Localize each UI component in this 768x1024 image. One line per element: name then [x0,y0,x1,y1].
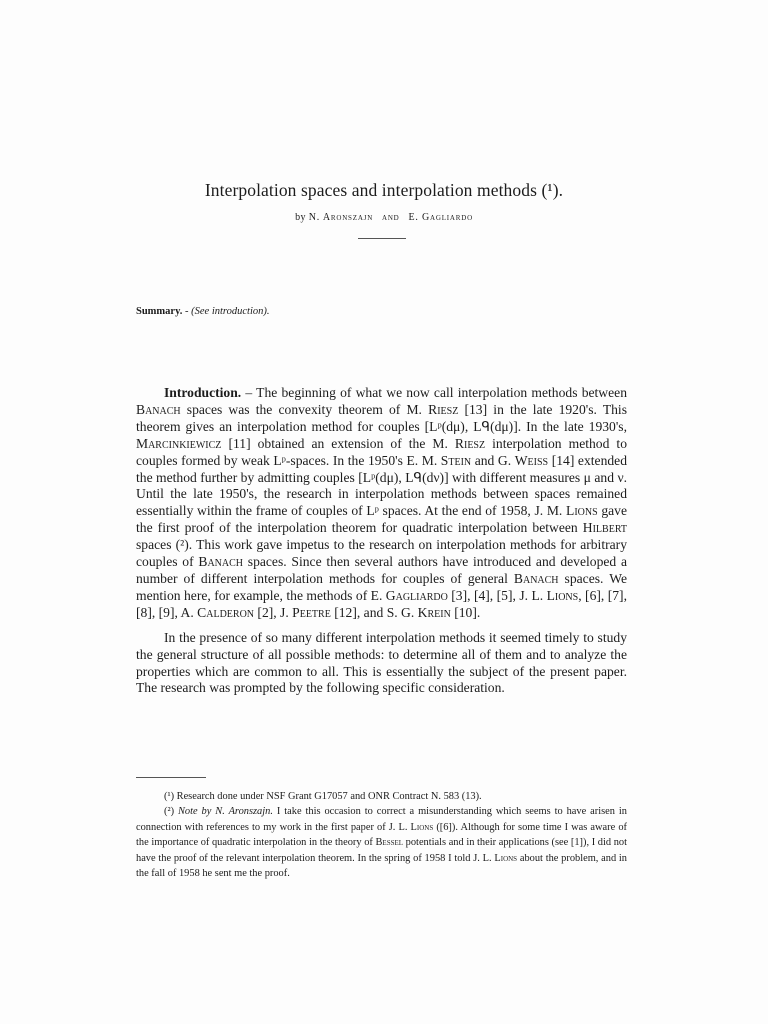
text-run: [11] obtained an extension of the M. [221,435,455,451]
text-run: spaces was the convexity theorem of M. [180,401,429,417]
text-run: ([6]). Although for some time I was aware of the importance of quadratic interpolation in the theory of [136,821,627,849]
name-smallcaps: Calderon [197,604,255,620]
text-run: , [6], [7], [8], [9], A. [136,587,627,620]
text-run: [12], and S. G. [330,604,418,620]
name-smallcaps: Riesz [428,401,459,417]
text-run: spaces (²). This work gave impetus to the research on interpolation methods for arbitrary couples of [136,537,627,570]
text-run: spaces. We mention here, for example, the methods of E. [136,570,627,603]
intro-paragraph-1 [136,385,627,622]
name-smallcaps: Stein [440,452,472,468]
text-run: potentials and in their applications (see [1]), I did not have the proof of the relevant interpolation theorem. In the spring of 1958 I told J. L. [136,837,627,864]
intro-paragraph-2: In the presence of so many different interpolation methods it seemed timely to study the general structure of all possible methods: to determine all of them and to analyze the properties which are common to all. This is essentially the subject of the present paper. The research was prompted by the following specific consideration. [136,629,627,696]
author-name: E. Gagliardo [408,212,473,223]
footnotes-section [136,789,627,881]
text-run: – The beginning of what we now call interpolation methods between [241,385,627,400]
name-smallcaps: Riesz [454,435,486,451]
author-byline [0,212,768,223]
text-run: and G. [471,452,515,468]
name-smallcaps: Banach [198,554,244,570]
text-run: [13] in the late 1920's. This theorem gives an interpolation method for couples [Lᵖ(dμ), Lᑫ(dμ)]. In the late 1930's, [136,401,627,434]
text-run: [14] extended the method further by admitting couples [Lᵖ(dμ), Lᑫ(dν)] with different measures μ and ν. Until the late 1950's, the research in interpolation methods between spaces remained essentially within the frame of couples of Lᵖ spaces. At the end of 1958, J. M. [136,452,627,519]
summary-text: (See introduction). [191,306,270,317]
name-smallcaps: Bessel [375,837,404,849]
text-run: [2], J. [254,604,293,620]
name-smallcaps: Banach [513,570,559,586]
name-smallcaps: Lions [566,503,598,519]
summary-dash: - [182,306,192,317]
byline-and: and [381,212,400,223]
section-heading: Introduction. [164,385,242,400]
text-run: [10]. [450,604,481,620]
text-run: spaces. Since then several authors have introduced and developed a number of different interpolation methods for couples of general [136,554,627,586]
footnote-1: (¹) Research done under NSF Grant G17057 and ONR Contract N. 583 (13). [164,791,482,802]
author-name: N. Aronszajn [308,212,374,223]
byline-by: by [295,212,306,223]
name-smallcaps: Banach [136,401,181,417]
summary-line [136,306,269,317]
name-smallcaps: Hilbert [582,520,627,536]
introduction-section [136,385,627,697]
footnote-marker: (²) [164,806,178,818]
text-run: I take this occasion to correct a misunderstanding which seems to have arisen in connection with references to my work in the first paper of J. L. [136,806,627,833]
text-run: [3], [4], [5], J. L. [447,587,547,603]
name-smallcaps: Lions [546,587,579,603]
text-run: gave the first proof of the interpolation theorem for quadratic interpolation between [136,503,627,536]
text-run: interpolation method to couples formed by weak Lᵖ-spaces. In the 1950's E. M. [136,435,627,468]
summary-label: Summary. [136,306,183,317]
name-smallcaps: Peetre [292,604,331,620]
name-smallcaps: Weiss [514,452,549,468]
paper-title: Interpolation spaces and interpolation methods (¹). [204,180,564,200]
name-smallcaps: Marcinkiewicz [136,435,222,451]
footnote-divider [136,777,206,778]
name-smallcaps: Gagliardo [385,587,448,603]
title-divider [358,238,406,239]
name-smallcaps: Lions [410,821,434,833]
footnote-2 [136,804,627,881]
name-smallcaps: Lions [494,852,518,864]
name-smallcaps: Krein [417,604,451,620]
text-run: about the problem, and in the fall of 1958 he sent me the proof. [136,852,628,880]
footnote-note-label: Note by N. Aronszajn. [177,806,273,818]
